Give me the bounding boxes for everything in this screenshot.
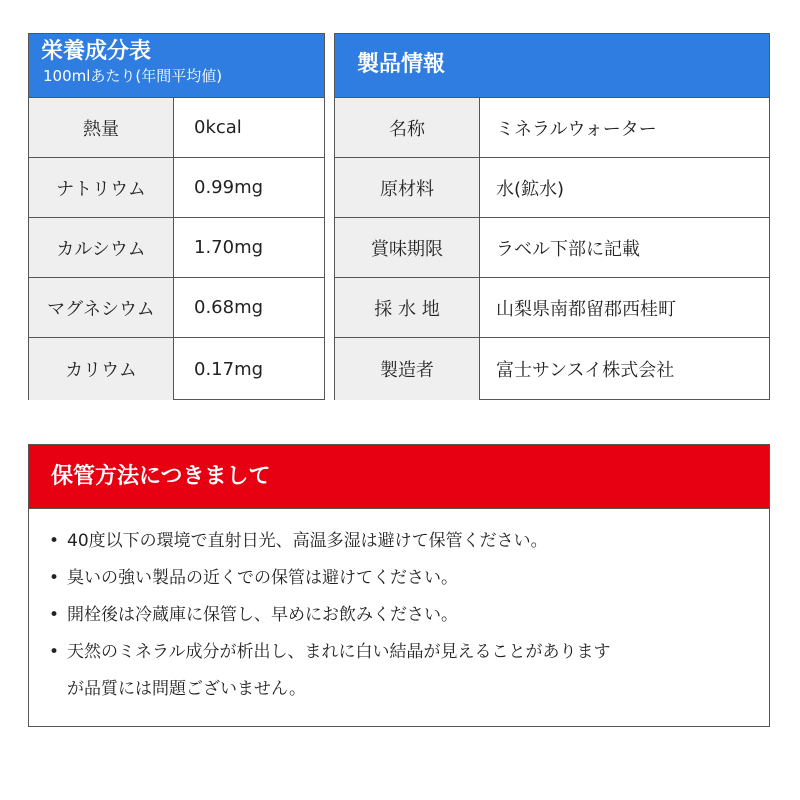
nutrition-value: 0.17mg [194,358,264,380]
nutrition-title: 栄養成分表 [41,39,152,64]
nutrition-header [29,34,324,98]
list-item [49,523,769,560]
product-row [335,338,769,400]
nutrition-label: 熱量 [29,98,174,157]
nutrition-label: マグネシウム [29,278,174,337]
nutrition-value: 0.99mg [194,177,264,198]
nutrition-row [29,158,324,218]
product-info-table [334,33,770,400]
product-row [335,278,769,338]
nutrition-value: 1.70mg [194,237,264,258]
storage-item-text-continued: が品質には問題ございません。 [67,679,307,699]
product-value: 富士サンスイ株式会社 [496,360,675,381]
list-item [49,560,769,597]
nutrition-label: カリウム [29,338,174,400]
bullet-icon: • [49,568,60,588]
nutrition-row [29,98,324,158]
nutrition-label: カルシウム [29,218,174,277]
nutrition-value: 0.68mg [194,297,264,318]
storage-section [28,444,770,727]
product-value: 水(鉱水) [496,178,565,200]
product-label: 賞味期限 [335,218,480,277]
bullet-icon: • [49,642,60,662]
nutrition-value: 0kcal [194,117,242,138]
nutrition-subtitle: 100mlあたり(年間平均値) [43,67,223,85]
nutrition-row [29,218,324,278]
storage-item-text: 40度以下の環境で直射日光、高温多湿は避けて保管ください。 [67,531,548,551]
bullet-icon: • [49,605,60,625]
product-label: 原材料 [335,158,480,217]
product-value: 山梨県南都留郡西桂町 [496,298,676,320]
product-row [335,98,769,158]
storage-list [29,509,769,708]
list-item [49,597,769,634]
nutrition-row [29,278,324,338]
storage-item-text: 開栓後は冷蔵庫に保管し、早めにお飲みください。 [67,605,458,625]
product-row [335,218,769,278]
product-row [335,158,769,218]
product-label: 名称 [335,98,480,157]
list-item [49,634,769,708]
product-label: 採 水 地 [335,278,480,337]
nutrition-table [28,33,325,400]
product-value: ミネラルウォーター [496,118,657,140]
storage-title: 保管方法につきまして [29,445,769,509]
storage-item-text: 天然のミネラル成分が析出し、まれに白い結晶が見えることがあります [67,642,611,662]
nutrition-row [29,338,324,400]
storage-item-text: 臭いの強い製品の近くでの保管は避けてください。 [67,568,458,588]
bullet-icon: • [49,531,60,551]
product-label: 製造者 [335,338,480,400]
nutrition-label: ナトリウム [29,158,174,217]
product-title: 製品情報 [335,34,769,98]
product-value: ラベル下部に記載 [496,238,640,260]
